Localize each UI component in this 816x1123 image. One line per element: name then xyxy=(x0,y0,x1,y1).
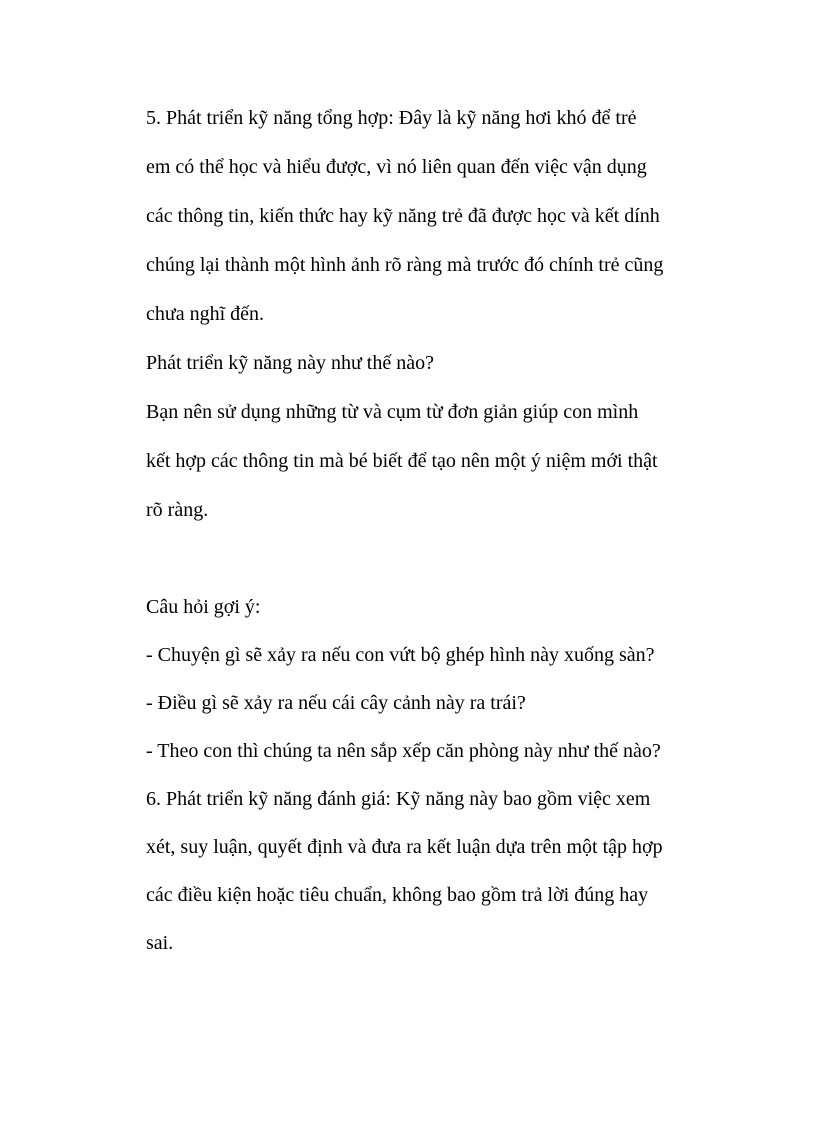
paragraph-line: 6. Phát triển kỹ năng đánh giá: Kỹ năng này bao gồm việc xem xyxy=(146,788,651,810)
paragraph-line: chưa nghĩ đến. xyxy=(146,303,265,325)
paragraph-line: các thông tin, kiến thức hay kỹ năng trẻ đã được học và kết dính xyxy=(146,205,660,227)
paragraph-line: rõ ràng. xyxy=(146,499,209,521)
paragraph-line: kết hợp các thông tin mà bé biết để tạo nên một ý niệm mới thật xyxy=(146,450,658,472)
paragraph-line: các điều kiện hoặc tiêu chuẩn, không bao gồm trả lời đúng hay xyxy=(146,884,649,906)
list-item: - Chuyện gì sẽ xảy ra nếu con vứt bộ ghép hình này xuống sàn? xyxy=(146,644,655,666)
paragraph-line: chúng lại thành một hình ảnh rõ ràng mà trước đó chính trẻ cũng xyxy=(146,254,664,276)
heading-line: Câu hỏi gợi ý: xyxy=(146,596,261,618)
heading-line: Phát triển kỹ năng này như thế nào? xyxy=(146,352,434,374)
how-to-heading xyxy=(146,339,686,388)
document-body xyxy=(146,94,686,967)
questions-list xyxy=(146,631,686,775)
paragraph-line: xét, suy luận, quyết định và đưa ra kết luận dựa trên một tập hợp xyxy=(146,836,663,858)
advice-paragraph xyxy=(146,388,686,535)
list-item: - Theo con thì chúng ta nên sắp xếp căn phòng này như thế nào? xyxy=(146,740,661,762)
paragraph-line: em có thể học và hiểu được, vì nó liên quan đến việc vận dụng xyxy=(146,156,647,178)
paragraph-line: 5. Phát triển kỹ năng tổng hợp: Đây là kỹ năng hơi khó để trẻ xyxy=(146,107,637,129)
section-6-paragraph xyxy=(146,775,686,967)
questions-heading xyxy=(146,583,686,631)
list-item: - Điều gì sẽ xảy ra nếu cái cây cảnh này ra trái? xyxy=(146,692,526,714)
paragraph-line: Bạn nên sử dụng những từ và cụm từ đơn giản giúp con mình xyxy=(146,401,639,423)
paragraph-line: sai. xyxy=(146,932,174,954)
blank-line xyxy=(146,535,686,583)
section-5-paragraph xyxy=(146,94,686,339)
